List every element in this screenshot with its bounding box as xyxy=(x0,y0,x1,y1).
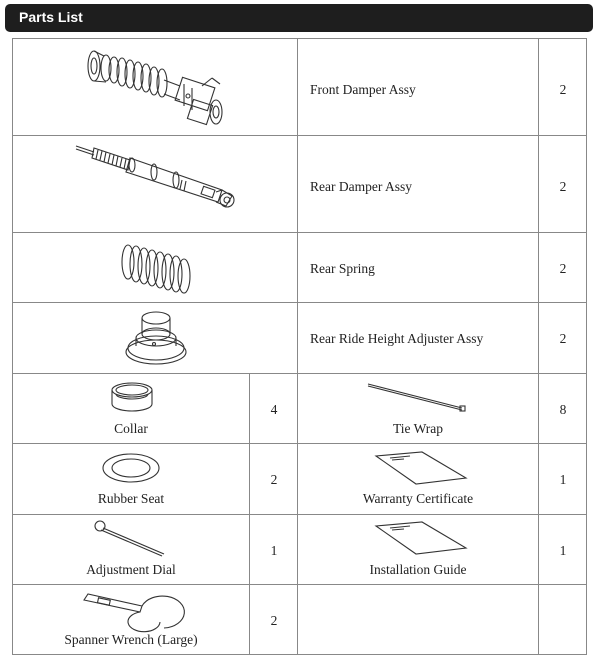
rear-damper-qty: 2 xyxy=(559,179,567,194)
parts-list-title: Parts List xyxy=(19,9,83,25)
front-damper-name: Front Damper Assy xyxy=(310,82,416,97)
collar-label: Collar xyxy=(114,421,148,436)
warranty-certificate-illustration xyxy=(370,450,470,488)
front-damper-qty: 2 xyxy=(559,82,567,97)
rubber-seat-illustration xyxy=(100,450,162,486)
install-guide-label: Installation Guide xyxy=(369,562,467,577)
tie-wrap-label: Tie Wrap xyxy=(392,421,444,436)
rear-adjuster-illustration xyxy=(124,308,188,368)
adjustment-dial-illustration xyxy=(90,518,170,558)
tie-wrap-illustration xyxy=(364,380,472,414)
rear-adjuster-qty: 2 xyxy=(559,331,567,346)
front-damper-illustration xyxy=(80,44,230,132)
rear-spring-qty: 2 xyxy=(559,261,567,276)
spanner-label: Spanner Wrench (Large) xyxy=(64,632,198,647)
rubber-seat-qty: 2 xyxy=(270,472,278,487)
rear-spring-name: Rear Spring xyxy=(310,261,375,276)
warranty-qty: 1 xyxy=(559,472,567,487)
collar-qty: 4 xyxy=(270,402,278,417)
spanner-wrench-illustration xyxy=(80,590,180,628)
adjustment-dial-label: Adjustment Dial xyxy=(86,562,176,577)
collar-illustration xyxy=(108,380,156,416)
empty-cell xyxy=(298,585,539,655)
rear-damper-illustration xyxy=(72,140,240,226)
tie-wrap-qty: 8 xyxy=(559,402,567,417)
spanner-qty: 2 xyxy=(270,613,278,628)
installation-guide-illustration xyxy=(370,520,470,558)
rubber-seat-label: Rubber Seat xyxy=(97,491,165,506)
install-guide-qty: 1 xyxy=(559,543,567,558)
empty-qty-cell xyxy=(539,585,587,655)
rear-adjuster-name: Rear Ride Height Adjuster Assy xyxy=(310,331,484,346)
rear-damper-name: Rear Damper Assy xyxy=(310,179,412,194)
adjustment-dial-qty: 1 xyxy=(270,543,278,558)
warranty-label: Warranty Certificate xyxy=(362,491,474,506)
rear-spring-illustration xyxy=(116,238,196,298)
parts-list-header xyxy=(5,4,593,32)
